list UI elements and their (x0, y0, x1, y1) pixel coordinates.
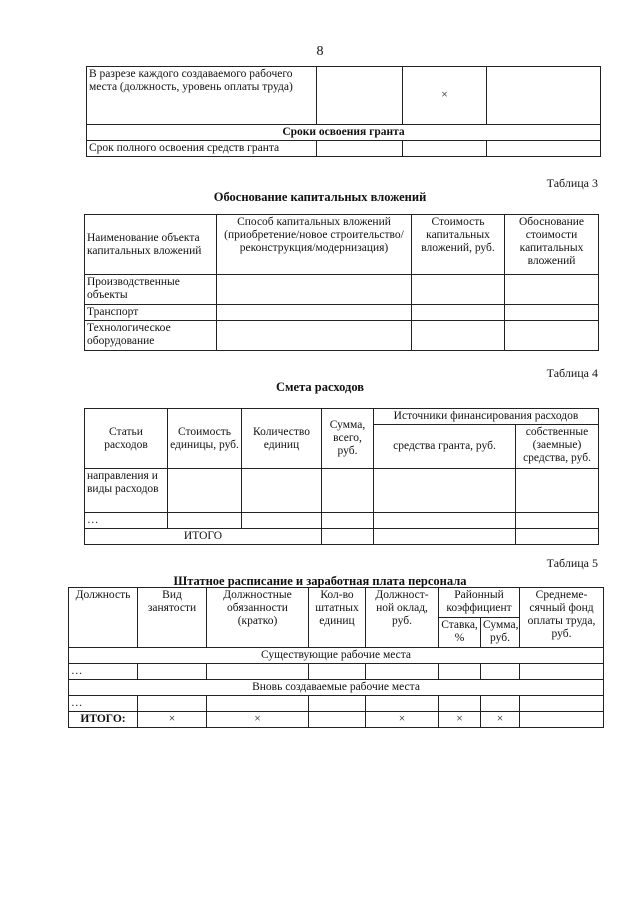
section-existing: Существующие рабочие места (69, 648, 604, 664)
expense-table (84, 408, 599, 545)
header-position: Должность (69, 588, 138, 648)
header-object: Наименование объекта капитальных вложений (85, 215, 217, 275)
header-sources: Источники финансирования расходов (374, 409, 599, 425)
row-label: Производственные объекты (85, 275, 217, 305)
header-staff-count: Кол-во штатных единиц (309, 588, 366, 648)
page-number: 8 (316, 44, 324, 59)
header-method: Способ капитальных вложений (приобретение/новое строительство/реконструкция/модернизация) (217, 215, 412, 275)
header-monthly-fund: Среднеме-сячный фонд оплаты труда, руб. (520, 588, 604, 648)
table5-caption: Таблица 5 (546, 556, 598, 570)
row-label: направления и виды расходов (85, 469, 168, 513)
table3-title: Обоснование капитальных вложений (213, 190, 427, 204)
header-rate: Ставка, % (439, 618, 481, 648)
table5-title: Штатное расписание и заработная плата персонала (173, 574, 467, 588)
header-salary: Должност-ной оклад, руб. (366, 588, 439, 648)
header-total: Сумма, всего, руб. (322, 409, 374, 469)
cross-mark: × (439, 712, 481, 728)
total-label: ИТОГО (85, 529, 322, 545)
row-label: Технологическое оборудование (85, 321, 217, 351)
header-unit-cost: Стоимость единицы, руб. (168, 409, 242, 469)
cross-mark: × (481, 712, 520, 728)
table3-caption: Таблица 3 (546, 176, 598, 190)
header-items: Статьи расходов (85, 409, 168, 469)
ellipsis-row: … (69, 664, 138, 680)
grant-term-row-label: Срок полного освоения средств гранта (87, 141, 317, 157)
header-quantity: Количество единиц (242, 409, 322, 469)
table4-caption: Таблица 4 (546, 366, 598, 380)
section-new: Вновь создаваемые рабочие места (69, 680, 604, 696)
ellipsis-row: … (85, 513, 168, 529)
row-label: Транспорт (85, 305, 217, 321)
workplace-row-label: В разрезе каждого создаваемого рабочего места (должность, уровень оплаты труда) (87, 67, 317, 125)
cross-mark: × (403, 67, 487, 125)
header-duties: Должностные обязанности (кратко) (207, 588, 309, 648)
header-employment-type: Вид занятости (138, 588, 207, 648)
total-label: ИТОГО: (69, 712, 138, 728)
staff-table (68, 587, 604, 728)
header-regional-coefficient: Районный коэффициент (439, 588, 520, 618)
grant-table (86, 66, 601, 157)
header-cost: Стоимость капитальных вложений, руб. (412, 215, 505, 275)
header-justification: Обоснование стоимости капитальных вложений (505, 215, 599, 275)
header-amount: Сумма, руб. (481, 618, 520, 648)
header-grant-funds: средства гранта, руб. (374, 425, 516, 469)
ellipsis-row: … (69, 696, 138, 712)
cross-mark: × (207, 712, 309, 728)
cross-mark: × (366, 712, 439, 728)
capital-investment-table (84, 214, 599, 351)
table4-title: Смета расходов (275, 380, 365, 394)
grant-terms-header: Сроки освоения гранта (87, 125, 601, 141)
header-own-funds: собственные (заемные) средства, руб. (516, 425, 599, 469)
cross-mark: × (138, 712, 207, 728)
